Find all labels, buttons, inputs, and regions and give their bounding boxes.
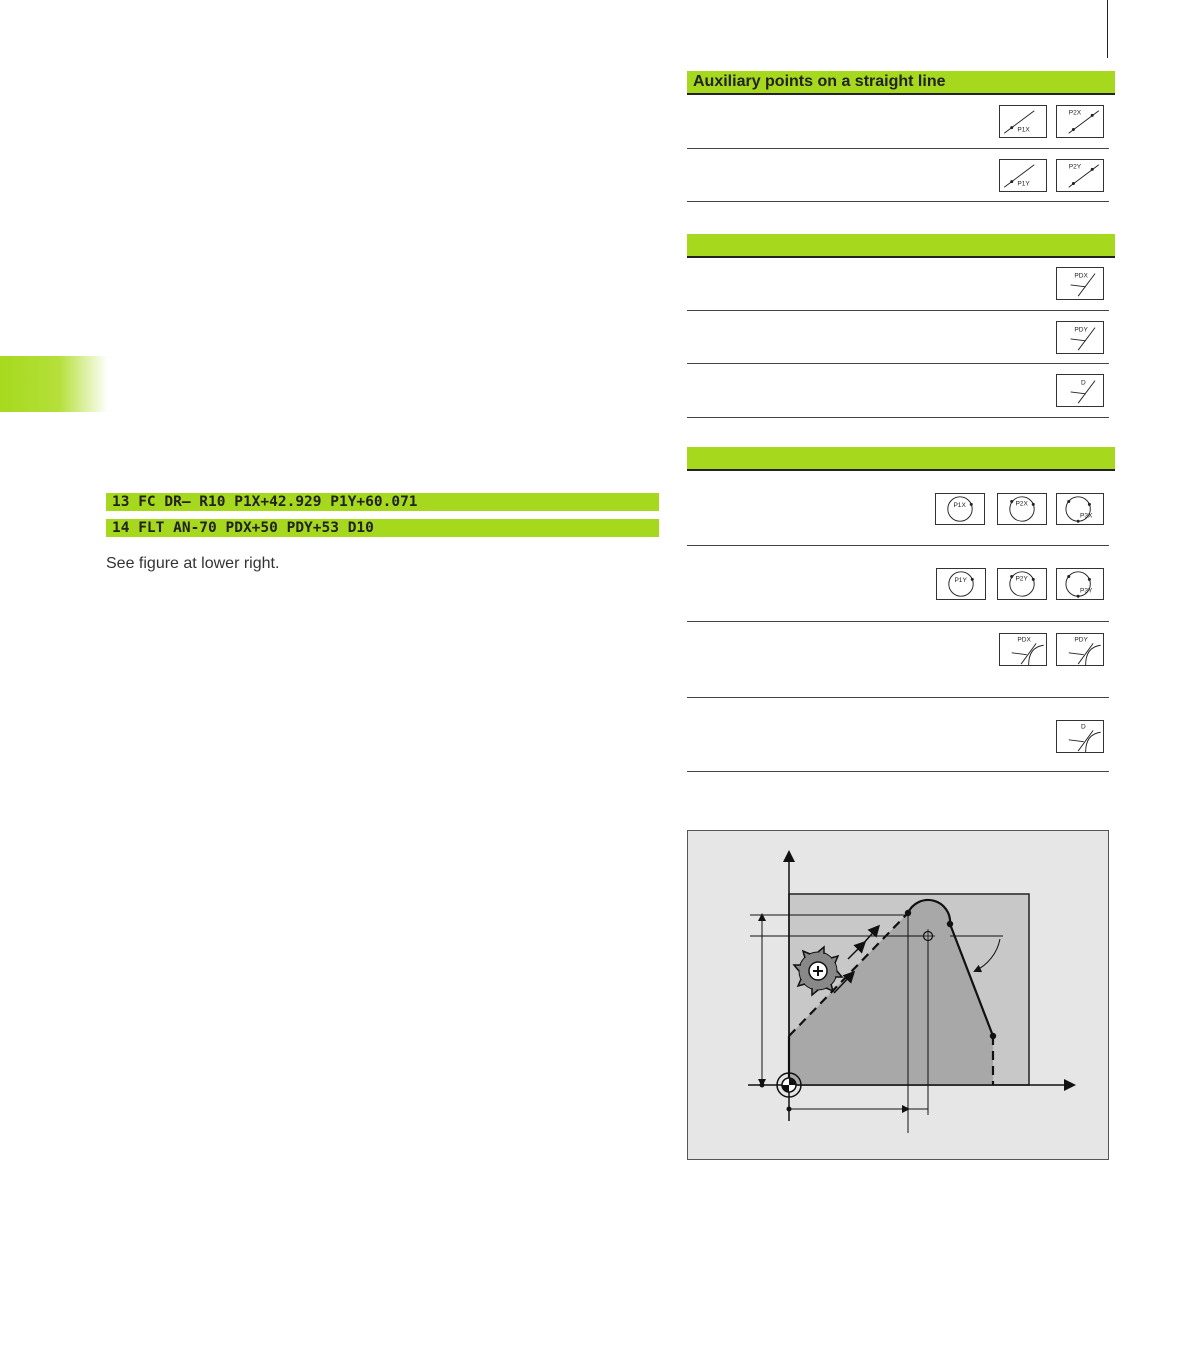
pdy-key-label: PDY	[1074, 326, 1088, 334]
p3x-circle-label: P3X	[1080, 512, 1093, 520]
p1x-circle-label: P1X	[953, 502, 966, 510]
table-row-separator	[687, 201, 1109, 202]
p3y-circle-key[interactable]	[1056, 568, 1104, 600]
table-row-separator	[687, 417, 1109, 418]
table-row-separator	[687, 771, 1109, 772]
figure-reference-note: See figure at lower right.	[106, 555, 280, 572]
nc-block-13: 13 FC DR– R10 P1X+42.929 P1Y+60.071	[106, 493, 659, 511]
distance-table-header	[687, 234, 1115, 258]
auxiliary-table-header: Auxiliary points on a straight line	[687, 71, 1115, 95]
d-circle-label: D	[1080, 723, 1086, 731]
pdy-circle-key[interactable]	[1056, 633, 1104, 666]
p2x-circle-key[interactable]	[997, 493, 1047, 525]
table-row-separator	[687, 148, 1109, 149]
d-key-label: D	[1080, 379, 1086, 387]
p2x-line-key[interactable]	[1056, 105, 1104, 138]
p1y-line-key[interactable]	[999, 159, 1047, 192]
pdy-line-key[interactable]	[1056, 321, 1104, 354]
pdx-key-label: PDX	[1074, 272, 1088, 280]
p2y-key-label: P2Y	[1068, 163, 1082, 171]
p2y-line-key[interactable]	[1056, 159, 1104, 192]
p2y-circle-key[interactable]	[997, 568, 1047, 600]
p1y-circle-label: P1Y	[954, 577, 967, 585]
p2x-key-label: P2X	[1068, 109, 1082, 117]
table-row-separator	[687, 697, 1109, 698]
table-row-separator	[687, 545, 1109, 546]
p1x-key-label: P1X	[1017, 126, 1030, 134]
page-edge-line	[1107, 0, 1108, 58]
chapter-tab	[0, 356, 108, 412]
p1x-line-key[interactable]	[999, 105, 1047, 138]
circle-table-header	[687, 447, 1115, 471]
table-row-separator	[687, 621, 1109, 622]
contour-figure	[687, 830, 1109, 1160]
p2y-circle-label: P2Y	[1015, 575, 1028, 583]
pdx-circle-label: PDX	[1017, 636, 1031, 644]
pdx-line-key[interactable]	[1056, 267, 1104, 300]
pdy-circle-label: PDY	[1074, 636, 1088, 644]
p3y-circle-label: P3Y	[1080, 587, 1093, 595]
d-circle-key[interactable]	[1056, 720, 1104, 753]
table-row-separator	[687, 363, 1109, 364]
pdx-circle-key[interactable]	[999, 633, 1047, 666]
nc-block-14: 14 FLT AN-70 PDX+50 PDY+53 D10	[106, 519, 659, 537]
p1x-circle-key[interactable]	[935, 493, 985, 525]
table-row-separator	[687, 310, 1109, 311]
p3x-circle-key[interactable]	[1056, 493, 1104, 525]
p1y-circle-key[interactable]	[936, 568, 986, 600]
d-line-key[interactable]	[1056, 374, 1104, 407]
p2x-circle-label: P2X	[1015, 500, 1028, 508]
p1y-key-label: P1Y	[1017, 180, 1030, 188]
